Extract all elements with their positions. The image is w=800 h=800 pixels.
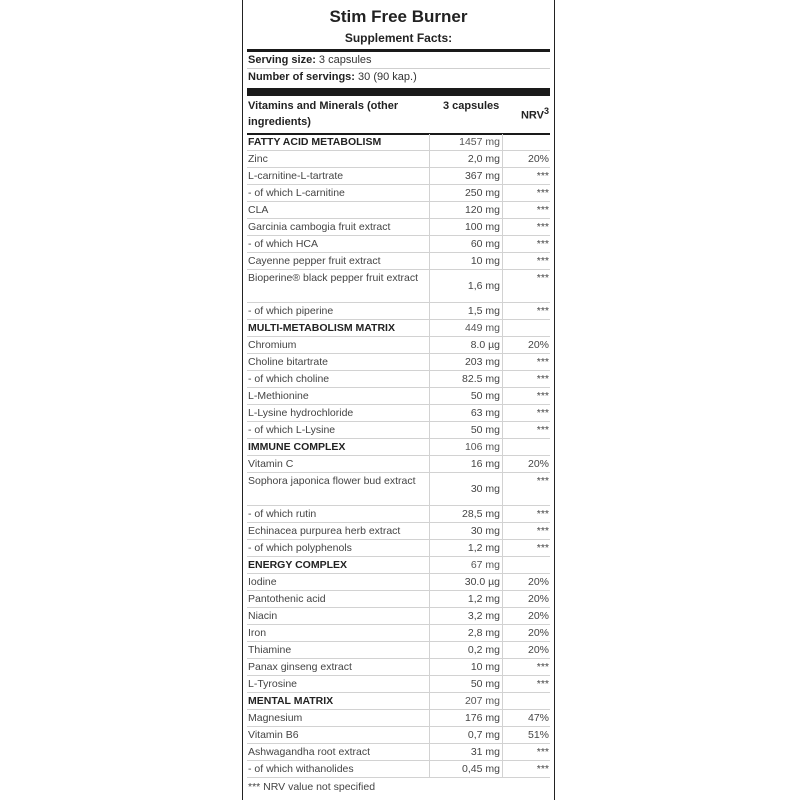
table-row	[247, 761, 550, 778]
ingredient-amount: 1457 mg	[429, 134, 503, 150]
ingredient-nrv: ***	[536, 475, 549, 487]
ingredient-amount: 10 mg	[429, 659, 503, 675]
thick-divider-bar	[247, 88, 550, 96]
ingredient-name: Vitamin C	[248, 458, 294, 470]
ingredient-amount: 1,6 mg	[429, 270, 503, 302]
ingredient-amount: 50 mg	[429, 676, 503, 692]
ingredient-nrv: ***	[536, 542, 549, 554]
ingredient-nrv: 20%	[527, 153, 549, 165]
footnote: *** NRV value not specified	[248, 781, 376, 793]
ingredient-nrv: ***	[536, 678, 549, 690]
ingredient-name: - of which choline	[248, 373, 330, 385]
ingredient-name: Ashwagandha root extract	[248, 746, 370, 758]
table-row	[247, 659, 550, 676]
ingredient-name: L-Tyrosine	[248, 678, 298, 690]
ingredient-amount: 63 mg	[429, 405, 503, 421]
ingredient-amount: 0,7 mg	[429, 727, 503, 743]
product-title: Stim Free Burner	[329, 7, 468, 26]
table-row	[247, 710, 550, 727]
column-header-amount: 3 capsules	[443, 100, 500, 112]
nutrient-table	[247, 134, 550, 778]
table-row	[247, 151, 550, 168]
ingredient-name: - of which L-Lysine	[248, 424, 336, 436]
ingredient-name: Cayenne pepper fruit extract	[248, 255, 381, 267]
ingredient-name: FATTY ACID METABOLISM	[248, 136, 382, 148]
ingredient-amount: 30 mg	[429, 523, 503, 539]
section-row	[247, 320, 550, 337]
ingredient-nrv: ***	[536, 204, 549, 216]
ingredient-amount: 67 mg	[429, 557, 503, 573]
ingredient-amount: 449 mg	[429, 320, 503, 336]
ingredient-amount: 2,0 mg	[429, 151, 503, 167]
ingredient-amount: 207 mg	[429, 693, 503, 709]
ingredient-amount: 0,2 mg	[429, 642, 503, 658]
ingredient-name: - of which withanolides	[248, 763, 354, 775]
section-row	[247, 439, 550, 456]
ingredient-nrv: 20%	[527, 576, 549, 588]
nrv-superscript: 3	[543, 106, 549, 116]
ingredient-name: MULTI-METABOLISM MATRIX	[248, 322, 395, 334]
serving-size-label: Serving size:	[248, 54, 316, 66]
table-row	[247, 354, 550, 371]
ingredient-nrv: 20%	[527, 339, 549, 351]
ingredient-amount: 30.0 µg	[429, 574, 503, 590]
ingredient-nrv: 20%	[527, 610, 549, 622]
ingredient-amount: 28,5 mg	[429, 506, 503, 522]
ingredient-amount: 50 mg	[429, 422, 503, 438]
table-row	[247, 337, 550, 354]
ingredient-name: L-carnitine-L-tartrate	[248, 170, 344, 182]
ingredient-amount: 2,8 mg	[429, 625, 503, 641]
ingredient-amount: 16 mg	[429, 456, 503, 472]
ingredient-name: Bioperine® black pepper fruit extract	[248, 272, 418, 284]
ingredient-name: ENERGY COMPLEX	[248, 559, 347, 571]
ingredient-nrv: ***	[536, 525, 549, 537]
serving-size-row	[247, 52, 550, 69]
table-row	[247, 540, 550, 557]
ingredient-nrv: ***	[536, 407, 549, 419]
table-row	[247, 591, 550, 608]
ingredient-amount: 3,2 mg	[429, 608, 503, 624]
ingredient-nrv: ***	[536, 746, 549, 758]
ingredient-amount: 1,2 mg	[429, 540, 503, 556]
ingredient-nrv: ***	[536, 272, 549, 284]
ingredient-amount: 1,2 mg	[429, 591, 503, 607]
ingredient-nrv: ***	[536, 255, 549, 267]
ingredient-amount: 203 mg	[429, 354, 503, 370]
column-header-nrv	[521, 103, 549, 124]
table-header	[247, 97, 550, 134]
table-row	[247, 676, 550, 693]
ingredient-amount: 82.5 mg	[429, 371, 503, 387]
ingredient-name: CLA	[248, 204, 269, 216]
supplement-facts-panel	[242, 0, 555, 800]
ingredient-nrv: ***	[536, 390, 549, 402]
ingredient-nrv: ***	[536, 187, 549, 199]
servings-row	[247, 69, 550, 86]
ingredient-name: - of which piperine	[248, 305, 334, 317]
ingredient-nrv: 20%	[527, 627, 549, 639]
table-row	[247, 388, 550, 405]
ingredient-amount: 0,45 mg	[429, 761, 503, 777]
table-row	[247, 422, 550, 439]
facts-heading: Supplement Facts:	[344, 31, 453, 45]
ingredient-nrv: 20%	[527, 644, 549, 656]
table-row	[247, 523, 550, 540]
ingredient-nrv: ***	[536, 238, 549, 250]
ingredient-nrv: ***	[536, 305, 549, 317]
ingredient-nrv: ***	[536, 170, 549, 182]
ingredient-name: Sophora japonica flower bud extract	[248, 475, 416, 487]
table-row	[247, 219, 550, 236]
ingredient-nrv: ***	[536, 661, 549, 673]
ingredient-nrv: 20%	[527, 593, 549, 605]
ingredient-amount: 120 mg	[429, 202, 503, 218]
table-row	[247, 371, 550, 388]
ingredient-name: - of which HCA	[248, 238, 319, 250]
ingredient-name: Panax ginseng extract	[248, 661, 352, 673]
table-row	[247, 473, 550, 506]
ingredient-nrv: ***	[536, 508, 549, 520]
serving-size-value: 3 capsules	[318, 54, 372, 66]
table-row	[247, 727, 550, 744]
section-row	[247, 693, 550, 710]
table-row	[247, 405, 550, 422]
ingredient-name: Iodine	[248, 576, 277, 588]
table-row	[247, 168, 550, 185]
ingredient-amount: 60 mg	[429, 236, 503, 252]
table-row	[247, 608, 550, 625]
table-row	[247, 625, 550, 642]
ingredient-nrv: ***	[536, 373, 549, 385]
table-row	[247, 202, 550, 219]
ingredient-name: Magnesium	[248, 712, 303, 724]
ingredient-name: Iron	[248, 627, 267, 639]
ingredient-amount: 31 mg	[429, 744, 503, 760]
ingredient-amount: 30 mg	[429, 473, 503, 505]
ingredient-amount: 250 mg	[429, 185, 503, 201]
table-row	[247, 236, 550, 253]
ingredient-nrv: 47%	[527, 712, 549, 724]
section-row	[247, 557, 550, 574]
table-row	[247, 185, 550, 202]
ingredient-name: Thiamine	[248, 644, 292, 656]
ingredient-name: Vitamin B6	[248, 729, 299, 741]
ingredient-amount: 50 mg	[429, 388, 503, 404]
section-row	[247, 134, 550, 151]
nrv-label: NRV	[520, 109, 544, 122]
table-row	[247, 253, 550, 270]
column-header-name: Vitamins and Minerals (other ingredients)	[248, 100, 399, 128]
ingredient-name: MENTAL MATRIX	[248, 695, 334, 707]
ingredient-name: Choline bitartrate	[248, 356, 328, 368]
table-row	[247, 574, 550, 591]
ingredient-name: - of which polyphenols	[248, 542, 352, 554]
table-row	[247, 506, 550, 523]
ingredient-amount: 176 mg	[429, 710, 503, 726]
ingredient-name: Garcinia cambogia fruit extract	[248, 221, 391, 233]
ingredient-amount: 367 mg	[429, 168, 503, 184]
ingredient-name: L-Lysine hydrochloride	[248, 407, 354, 419]
ingredient-name: L-Methionine	[248, 390, 309, 402]
ingredient-amount: 1,5 mg	[429, 303, 503, 319]
ingredient-amount: 106 mg	[429, 439, 503, 455]
ingredient-nrv: ***	[536, 221, 549, 233]
ingredient-name: IMMUNE COMPLEX	[248, 441, 346, 453]
table-row	[247, 270, 550, 303]
ingredient-nrv: 20%	[527, 458, 549, 470]
ingredient-name: - of which L-carnitine	[248, 187, 345, 199]
ingredient-nrv: 51%	[527, 729, 549, 741]
servings-value: 30 (90 kap.)	[358, 71, 417, 83]
ingredient-name: Pantothenic acid	[248, 593, 326, 605]
ingredient-nrv: ***	[536, 424, 549, 436]
ingredient-amount: 100 mg	[429, 219, 503, 235]
ingredient-name: - of which rutin	[248, 508, 317, 520]
servings-label: Number of servings:	[248, 71, 355, 83]
table-row	[247, 744, 550, 761]
ingredient-nrv: ***	[536, 763, 549, 775]
ingredient-name: Zinc	[248, 153, 268, 165]
ingredient-name: Chromium	[248, 339, 297, 351]
ingredient-nrv: ***	[536, 356, 549, 368]
ingredient-amount: 10 mg	[429, 253, 503, 269]
ingredient-name: Echinacea purpurea herb extract	[248, 525, 401, 537]
table-row	[247, 642, 550, 659]
ingredient-amount: 8.0 µg	[429, 337, 503, 353]
table-row	[247, 303, 550, 320]
ingredient-name: Niacin	[248, 610, 278, 622]
table-row	[247, 456, 550, 473]
